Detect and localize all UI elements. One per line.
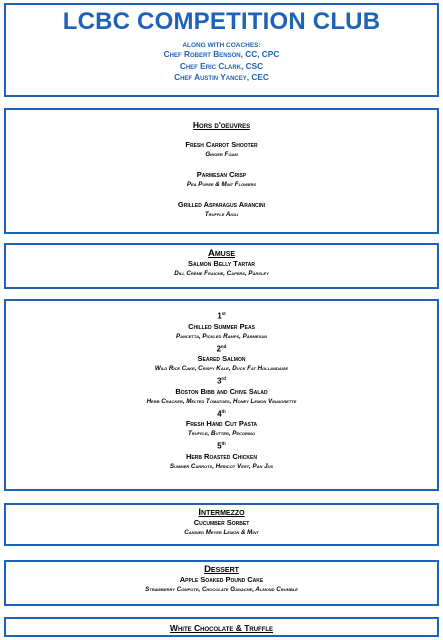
dish-name: Seared Salmon: [197, 354, 246, 364]
dish-name: Apple Soaked Pound Cake: [179, 575, 264, 584]
dish-description: Candied Meyer Lemon & Mint: [184, 529, 259, 536]
final-course-box: [4, 617, 439, 637]
course-number: 5th: [217, 441, 226, 451]
coach-name: Chef Austin Yancey, CEC: [174, 72, 269, 82]
menu-item: [6, 140, 437, 160]
coach-name: Chef Robert Benson, CC, CPC: [163, 49, 280, 59]
section-heading: Hors d'oeuvres: [192, 120, 251, 130]
course-number: 2nd: [216, 343, 227, 354]
dish-description: Strawberry Compote, Chocolate Ganache, Almond Crumble: [145, 586, 298, 593]
dish-description: Pancetta, Pickled Ramps, Parmesan: [176, 332, 267, 340]
intermezzo-box: [4, 503, 439, 546]
course: [6, 439, 437, 472]
dish-name: Cucumber Sorbet: [193, 518, 250, 527]
dish-description: Truffle, Butter, Pecorino: [187, 430, 256, 438]
courses-box: [4, 299, 439, 491]
page-title: LCBC COMPETITION CLUB: [62, 8, 381, 35]
dessert-box: [4, 560, 439, 606]
section-heading: Intermezzo: [198, 507, 245, 518]
menu-item: [6, 200, 437, 220]
dish-description: Summer Carrots, Hericot Vert, Pan Jus: [169, 462, 274, 470]
course: [6, 407, 437, 440]
dish-name: Parmesan Crisp: [196, 170, 247, 179]
dish-name: Chilled Summer Peas: [188, 321, 255, 331]
dish-description: Wild Rice Cake, Crispy Kale, Duck Fat Hollandaise: [154, 365, 289, 373]
dish-description: Truffle Aioli: [204, 211, 239, 218]
course-number: 3rd: [217, 376, 226, 386]
header-box: [4, 3, 439, 97]
menu-item: [6, 170, 437, 190]
dish-description: Ginger Foam: [205, 151, 238, 158]
dish-name: Salmon Belly Tartar: [188, 259, 255, 268]
dish-name: Herb Roasted Chicken: [186, 451, 257, 461]
dish-name: Fresh Carrot Shooter: [185, 140, 258, 149]
section-heading: White Chocolate & Truffle: [169, 623, 274, 633]
dish-description: Pea Puree & Mint Flowers: [186, 181, 257, 188]
course: [6, 342, 437, 375]
section-heading: Amuse: [207, 248, 236, 259]
dish-description: Dill Crème Fraiche, Capers, Parsley: [174, 270, 269, 277]
course: [6, 309, 437, 342]
dish-name: Boston Bibb and Chive Salad: [175, 386, 268, 396]
dish-description: Herb Cracker, Melted Tomatoes, Honey Lemon Vinaigrette: [146, 397, 297, 405]
coach-name: Chef Eric Clark, CSC: [179, 60, 264, 71]
hors-doeuvres-box: [4, 108, 439, 234]
amuse-box: [4, 243, 439, 289]
course: [6, 374, 437, 407]
course-number: 4th: [217, 408, 226, 419]
coaches-label: ALONG WITH COACHES:: [182, 42, 261, 49]
dish-name: Fresh Hand Cut Pasta: [185, 419, 258, 429]
course-number: 1st: [217, 311, 226, 321]
section-heading: Dessert: [204, 564, 239, 575]
dish-name: Grilled Asparagus Arancini: [177, 200, 266, 209]
